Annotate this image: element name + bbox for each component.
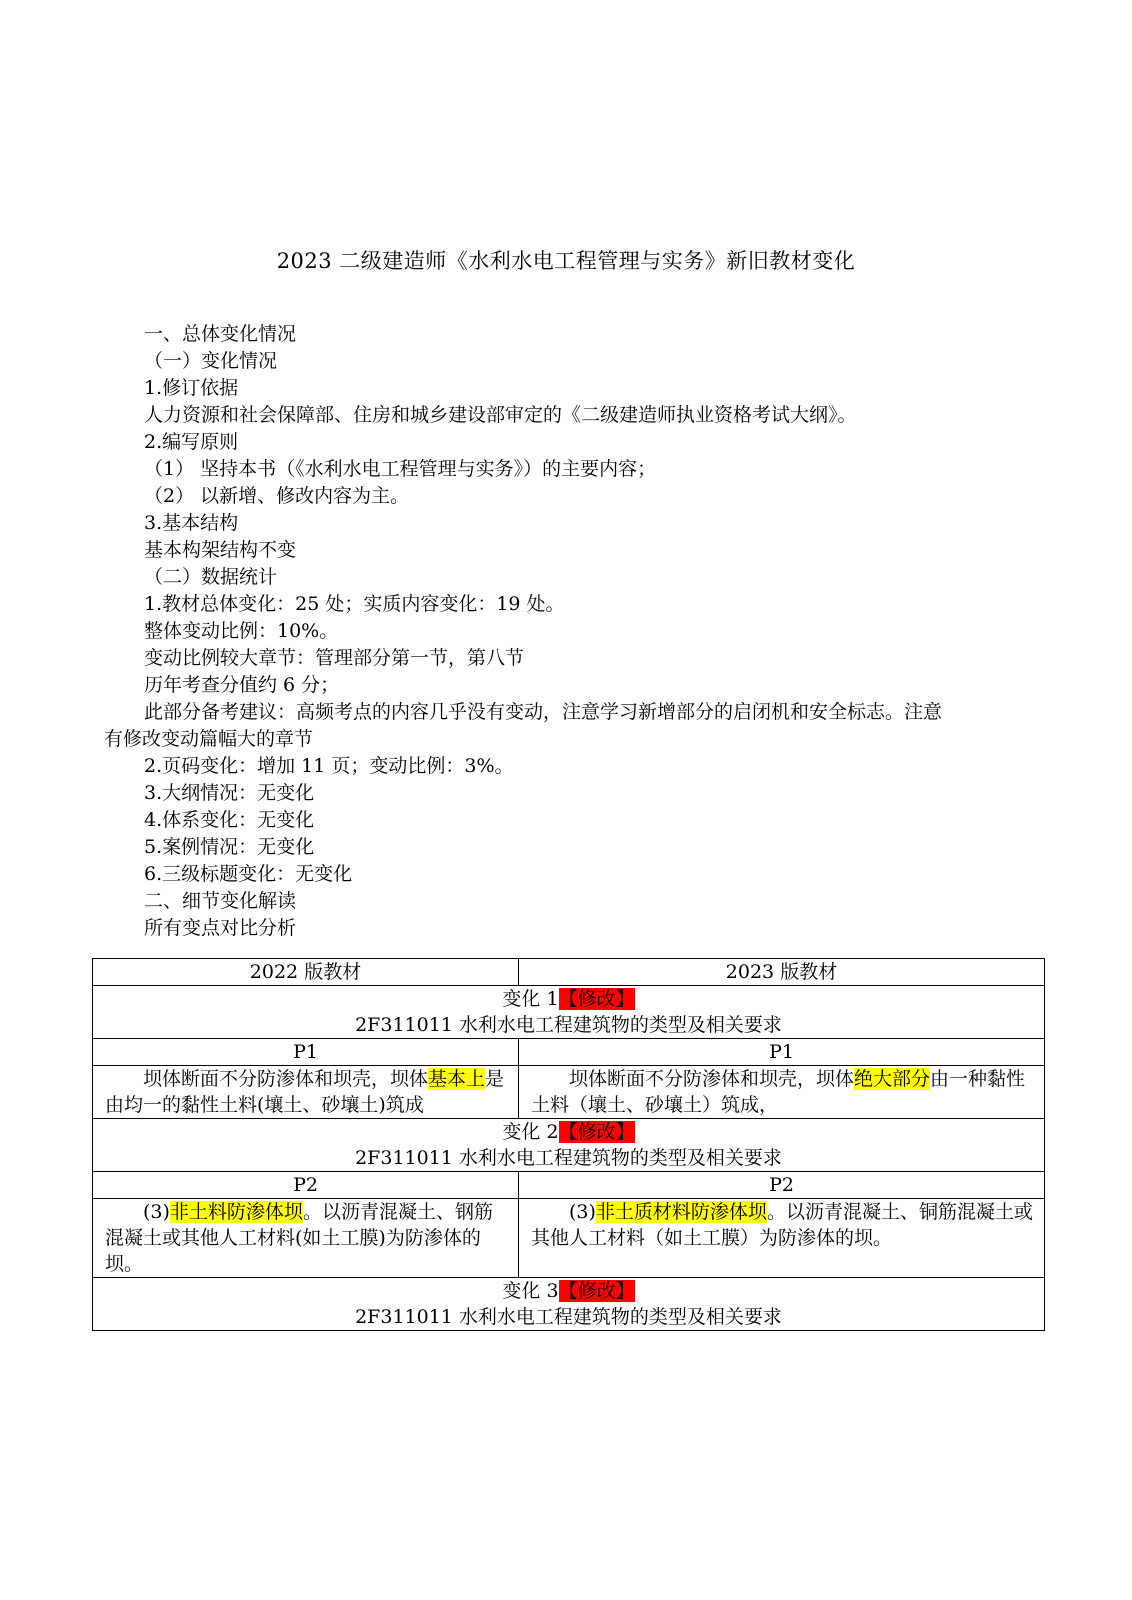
change-header-row <box>93 986 1045 1039</box>
change-3-header <box>93 1278 1045 1331</box>
text: 由一种黏性土料（壤土、砂壤土）筑成， <box>531 1068 1026 1116</box>
modify-tag: 【修改】 <box>558 1280 635 1302</box>
content-row <box>93 1199 1045 1278</box>
text: (3) <box>569 1201 596 1223</box>
stat-change-ratio: 整体变动比例：10%。 <box>144 620 339 642</box>
highlight-text: 非土料防渗体坝 <box>169 1201 303 1223</box>
item-writing-principles: 2.编写原则 <box>144 431 239 453</box>
page-old: P2 <box>93 1172 519 1199</box>
change-header-row <box>93 1119 1045 1172</box>
text: 是由均一的黏性土料(壤土、砂壤土)筑成 <box>105 1068 505 1116</box>
stat-major-chapters: 变动比例较大章节：管理部分第一节，第八节 <box>144 647 525 669</box>
modify-tag: 【修改】 <box>558 988 635 1010</box>
change-label: 变化 1 <box>502 988 559 1010</box>
advice-line-1: 此部分备考建议：高频考点的内容几乎没有变动，注意学习新增部分的启闭机和安全标志。注意 <box>144 701 943 723</box>
heading-overall-changes: 一、总体变化情况 <box>144 323 297 345</box>
text: (3) <box>143 1201 170 1223</box>
item-revision-basis: 1.修订依据 <box>144 377 239 399</box>
text-revision-basis: 人力资源和社会保障部、住房和城乡建设部审定的《二级建造师执业资格考试大纲》。 <box>144 404 857 426</box>
table-header-row <box>93 959 1045 986</box>
content-row <box>93 1066 1045 1119</box>
content-old <box>93 1199 519 1278</box>
page-new: P1 <box>519 1039 1045 1066</box>
change-1-header <box>93 986 1045 1039</box>
section-title: 2F311011 水利水电工程建筑物的类型及相关要求 <box>355 1147 782 1169</box>
text: 坝体断面不分防渗体和坝壳，坝体 <box>569 1068 855 1090</box>
heading-detail-changes: 二、细节变化解读 <box>144 890 297 912</box>
content-new <box>519 1066 1045 1119</box>
text-principle-1: （1） 坚持本书（《水利水电工程管理与实务》）的主要内容； <box>144 458 657 480</box>
subheading-statistics: （二）数据统计 <box>144 566 278 588</box>
highlight-text: 基本上 <box>428 1068 486 1090</box>
highlight-text: 非土质材料防渗体坝 <box>595 1201 767 1223</box>
modify-tag: 【修改】 <box>558 1121 635 1143</box>
advice-line-2: 有修改变动篇幅大的章节 <box>104 728 314 750</box>
header-2023: 2023 版教材 <box>519 959 1045 986</box>
subheading-changes: （一）变化情况 <box>144 350 278 372</box>
change-label: 变化 2 <box>502 1121 559 1143</box>
stat-cases: 5.案例情况：无变化 <box>144 836 315 858</box>
text-basic-structure: 基本构架结构不变 <box>144 539 297 561</box>
stat-system: 4.体系变化：无变化 <box>144 809 315 831</box>
stat-exam-score: 历年考查分值约 6 分； <box>144 674 340 696</box>
page-new: P2 <box>519 1172 1045 1199</box>
section-title: 2F311011 水利水电工程建筑物的类型及相关要求 <box>355 1014 782 1036</box>
text: 。以沥青混凝土、铜筋混凝土或其他人工材料（如土工膜）为防渗体的坝。 <box>531 1201 1033 1249</box>
content-old <box>93 1066 519 1119</box>
page-row <box>93 1172 1045 1199</box>
stat-total-changes: 1.教材总体变化：25 处；实质内容变化：19 处。 <box>144 593 565 615</box>
stat-page-changes: 2.页码变化：增加 11 页；变动比例：3%。 <box>144 755 514 777</box>
page-row <box>93 1039 1045 1066</box>
change-label: 变化 3 <box>502 1280 559 1302</box>
stat-headings: 6.三级标题变化：无变化 <box>144 863 353 885</box>
text: 坝体断面不分防渗体和坝壳，坝体 <box>143 1068 429 1090</box>
text-principle-2: （2） 以新增、修改内容为主。 <box>144 485 410 507</box>
change-header-row <box>93 1278 1045 1331</box>
comparison-table <box>92 958 1045 1331</box>
stat-syllabus: 3.大纲情况：无变化 <box>144 782 315 804</box>
page-old: P1 <box>93 1039 519 1066</box>
content-new <box>519 1199 1045 1278</box>
document-title: 2023 二级建造师《水利水电工程管理与实务》新旧教材变化 <box>276 249 856 273</box>
section-title: 2F311011 水利水电工程建筑物的类型及相关要求 <box>355 1306 782 1328</box>
header-2022: 2022 版教材 <box>93 959 519 986</box>
item-basic-structure: 3.基本结构 <box>144 512 239 534</box>
text-comparison-intro: 所有变点对比分析 <box>144 917 297 939</box>
text: 。以沥青混凝土、钢筋混凝土或其他人工材料(如土工膜)为防渗体的坝。 <box>105 1201 493 1275</box>
highlight-text: 绝大部分 <box>854 1068 931 1090</box>
change-2-header <box>93 1119 1045 1172</box>
overview-section <box>104 321 1024 942</box>
